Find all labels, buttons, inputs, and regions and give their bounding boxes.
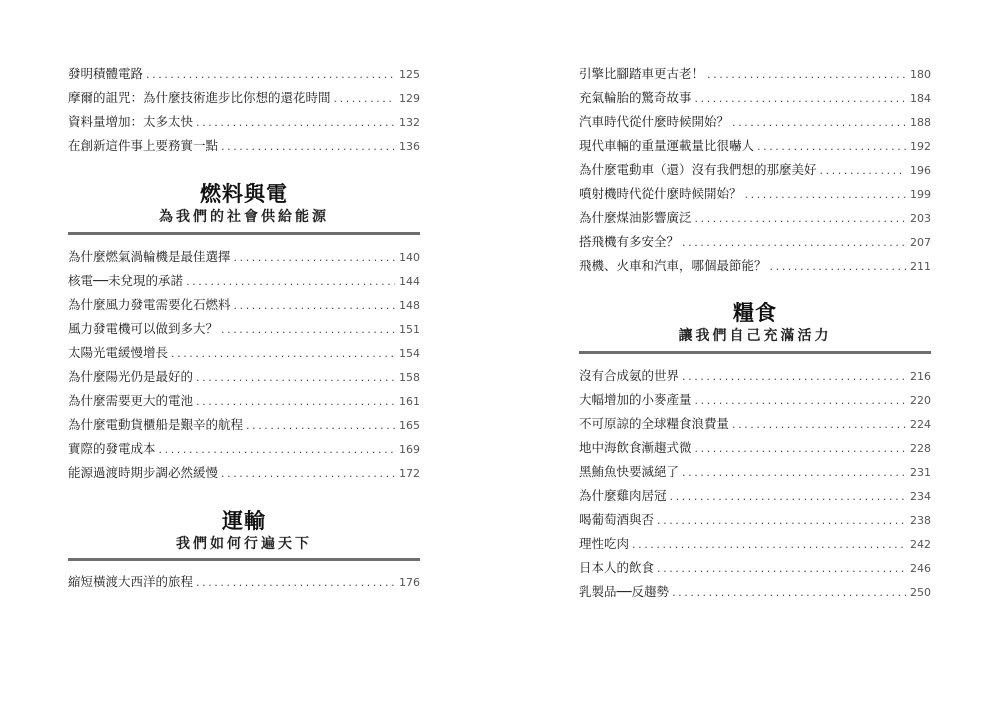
toc-entry[interactable] bbox=[579, 463, 931, 481]
section-divider bbox=[68, 558, 420, 561]
toc-entry[interactable] bbox=[68, 440, 420, 458]
toc-entry-page: 172 bbox=[399, 467, 420, 480]
toc-leader-dots bbox=[682, 464, 906, 481]
toc-entry[interactable] bbox=[68, 248, 420, 266]
toc-entry-page: 203 bbox=[910, 212, 931, 225]
toc-leader-dots bbox=[171, 345, 395, 362]
section-title-energy: 燃料與電 bbox=[200, 182, 288, 206]
toc-entry-title: 能源過渡時期步調必然緩慢 bbox=[68, 465, 219, 480]
toc-entry[interactable] bbox=[68, 573, 420, 591]
toc-entry[interactable] bbox=[68, 272, 420, 290]
toc-entry-title: 為什麼煤油影響廣泛 bbox=[579, 210, 692, 225]
section-subtitle-food: 讓我們自己充滿活力 bbox=[678, 328, 832, 344]
toc-entry-page: 242 bbox=[910, 538, 931, 551]
toc-leader-dots bbox=[196, 574, 395, 591]
toc-entry[interactable] bbox=[579, 257, 931, 275]
toc-entry-page: 165 bbox=[399, 419, 420, 432]
toc-entry-page: 199 bbox=[910, 188, 931, 201]
toc-leader-dots bbox=[695, 210, 906, 227]
toc-entry[interactable] bbox=[579, 367, 931, 385]
toc-entry[interactable] bbox=[579, 487, 931, 505]
toc-entry-title: 在創新這件事上要務實一點 bbox=[68, 138, 219, 153]
toc-leader-dots bbox=[757, 138, 906, 155]
toc-entry-page: 231 bbox=[910, 466, 931, 479]
toc-leader-dots bbox=[672, 584, 906, 601]
toc-entry-page: 136 bbox=[399, 140, 420, 153]
toc-leader-dots bbox=[159, 441, 395, 458]
toc-entry-title: 發明積體電路 bbox=[68, 66, 144, 81]
toc-entry-title: 地中海飲食漸趨式微 bbox=[579, 440, 692, 455]
section-title-transport: 運輸 bbox=[222, 509, 266, 533]
toc-entry-title: 摩爾的詛咒：為什麼技術進步比你想的還花時間 bbox=[68, 90, 331, 105]
toc-leader-dots bbox=[334, 90, 395, 107]
toc-entry[interactable] bbox=[68, 137, 420, 155]
toc-leader-dots bbox=[682, 368, 906, 385]
section-divider bbox=[68, 232, 420, 235]
toc-entry-page: 176 bbox=[399, 576, 420, 589]
toc-entry-page: 220 bbox=[910, 394, 931, 407]
toc-leader-dots bbox=[657, 560, 906, 577]
toc-entry-title: 乳製品──反趨勢 bbox=[579, 584, 670, 599]
toc-leader-dots bbox=[732, 114, 906, 131]
toc-leader-dots bbox=[234, 297, 395, 314]
toc-entry[interactable] bbox=[579, 209, 931, 227]
toc-entry[interactable] bbox=[579, 583, 931, 601]
toc-entry-title: 太陽光電緩慢增長 bbox=[68, 345, 169, 360]
toc-leader-dots bbox=[682, 234, 906, 251]
toc-entry-title: 現代車輛的重量運載量比很嚇人 bbox=[579, 138, 755, 153]
toc-entry-title: 不可原諒的全球糧食浪費量 bbox=[579, 416, 730, 431]
toc-entry-page: 234 bbox=[910, 490, 931, 503]
toc-entry-page: 154 bbox=[399, 347, 420, 360]
toc-leader-dots bbox=[632, 536, 906, 553]
toc-leader-dots bbox=[196, 369, 395, 386]
toc-entry-page: 158 bbox=[399, 371, 420, 384]
section-title-food: 糧食 bbox=[733, 301, 777, 325]
toc-entry-title: 日本人的飲食 bbox=[579, 560, 655, 575]
toc-entry-page: 148 bbox=[399, 299, 420, 312]
toc-entry[interactable] bbox=[579, 559, 931, 577]
toc-entry[interactable] bbox=[68, 65, 420, 83]
toc-leader-dots bbox=[196, 393, 395, 410]
section-divider bbox=[579, 351, 931, 354]
toc-entry[interactable] bbox=[68, 296, 420, 314]
toc-entry-title: 搭飛機有多安全？ bbox=[579, 234, 680, 249]
toc-entry-page: 180 bbox=[910, 68, 931, 81]
toc-entry-title: 充氣輪胎的驚奇故事 bbox=[579, 90, 692, 105]
toc-leader-dots bbox=[732, 416, 906, 433]
toc-entry-page: 129 bbox=[399, 92, 420, 105]
toc-entry-title: 為什麼電動貨櫃船是艱辛的航程 bbox=[68, 417, 244, 432]
toc-entry-title: 噴射機時代從什麼時候開始？ bbox=[579, 186, 742, 201]
toc-leader-dots bbox=[221, 321, 395, 338]
toc-entry[interactable] bbox=[68, 416, 420, 434]
toc-leader-dots bbox=[695, 392, 906, 409]
toc-entry-page: 188 bbox=[910, 116, 931, 129]
toc-entry-page: 246 bbox=[910, 562, 931, 575]
toc-entry-page: 196 bbox=[910, 164, 931, 177]
toc-entry-title: 為什麼雞肉居冠 bbox=[579, 488, 667, 503]
toc-entry-title: 資料量增加：太多太快 bbox=[68, 114, 194, 129]
toc-leader-dots bbox=[221, 465, 395, 482]
toc-leader-dots bbox=[246, 417, 395, 434]
toc-entry-title: 理性吃肉 bbox=[579, 536, 630, 551]
toc-entry-title: 為什麼燃氣渦輪機是最佳選擇 bbox=[68, 249, 231, 264]
toc-entry-page: 169 bbox=[399, 443, 420, 456]
toc-leader-dots bbox=[234, 249, 395, 266]
toc-entry[interactable] bbox=[579, 415, 931, 433]
toc-entry[interactable] bbox=[579, 185, 931, 203]
toc-entry-page: 224 bbox=[910, 418, 931, 431]
toc-entry[interactable] bbox=[68, 89, 420, 107]
toc-entry-title: 沒有合成氨的世界 bbox=[579, 368, 680, 383]
toc-entry-title: 為什麼風力發電需要化石燃料 bbox=[68, 297, 231, 312]
toc-entry-page: 184 bbox=[910, 92, 931, 105]
toc-entry-title: 大幅增加的小麥產量 bbox=[579, 392, 692, 407]
toc-entry-page: 192 bbox=[910, 140, 931, 153]
toc-entry-title: 飛機、火車和汽車，哪個最節能？ bbox=[579, 258, 767, 273]
toc-leader-dots bbox=[670, 488, 906, 505]
toc-entry[interactable] bbox=[68, 368, 420, 386]
toc-entry[interactable] bbox=[579, 439, 931, 457]
toc-entry[interactable] bbox=[579, 511, 931, 529]
toc-entry-page: 151 bbox=[399, 323, 420, 336]
toc-entry-title: 為什麼陽光仍是最好的 bbox=[68, 369, 194, 384]
toc-entry-page: 211 bbox=[910, 260, 931, 273]
toc-leader-dots bbox=[221, 138, 395, 155]
toc-entry-title: 實際的發電成本 bbox=[68, 441, 156, 456]
toc-entry-page: 228 bbox=[910, 442, 931, 455]
toc-entry-title: 黑鮪魚快要滅絕了 bbox=[579, 464, 680, 479]
toc-entry-title: 為什麼需要更大的電池 bbox=[68, 393, 194, 408]
toc-leader-dots bbox=[770, 258, 906, 275]
toc-leader-dots bbox=[657, 512, 906, 529]
toc-entry-page: 144 bbox=[399, 275, 420, 288]
toc-entry[interactable] bbox=[579, 113, 931, 131]
toc-entry-title: 喝葡萄酒與否 bbox=[579, 512, 655, 527]
toc-entry[interactable] bbox=[68, 344, 420, 362]
toc-entry-title: 核電──未兌現的承諾 bbox=[68, 273, 184, 288]
toc-entry[interactable] bbox=[579, 233, 931, 251]
toc-entry-title: 縮短橫渡大西洋的旅程 bbox=[68, 574, 194, 589]
toc-entry-page: 161 bbox=[399, 395, 420, 408]
toc-leader-dots bbox=[186, 273, 395, 290]
toc-entry[interactable] bbox=[68, 464, 420, 482]
toc-entry[interactable] bbox=[68, 320, 420, 338]
toc-entry-page: 207 bbox=[910, 236, 931, 249]
toc-entry-page: 132 bbox=[399, 116, 420, 129]
toc-leader-dots bbox=[745, 186, 906, 203]
toc-entry[interactable] bbox=[579, 535, 931, 553]
toc-entry-title: 風力發電機可以做到多大？ bbox=[68, 321, 219, 336]
toc-entry[interactable] bbox=[579, 65, 931, 83]
toc-entry-page: 140 bbox=[399, 251, 420, 264]
section-subtitle-energy: 為我們的社會供給能源 bbox=[159, 209, 329, 225]
toc-entry[interactable] bbox=[579, 89, 931, 107]
toc-leader-dots bbox=[707, 66, 906, 83]
toc-entry[interactable] bbox=[579, 137, 931, 155]
toc-leader-dots bbox=[196, 114, 395, 131]
toc-entry[interactable] bbox=[68, 113, 420, 131]
toc-entry[interactable] bbox=[579, 391, 931, 409]
toc-entry[interactable] bbox=[579, 161, 931, 179]
toc-leader-dots bbox=[695, 440, 906, 457]
toc-entry[interactable] bbox=[68, 392, 420, 410]
toc-entry-title: 汽車時代從什麼時候開始？ bbox=[579, 114, 730, 129]
toc-leader-dots bbox=[820, 162, 906, 179]
toc-entry-title: 為什麼電動車（還）沒有我們想的那麼美好 bbox=[579, 162, 817, 177]
toc-leader-dots bbox=[695, 90, 906, 107]
toc-entry-page: 216 bbox=[910, 370, 931, 383]
toc-leader-dots bbox=[146, 66, 395, 83]
toc-entry-page: 250 bbox=[910, 586, 931, 599]
toc-entry-title: 引擎比腳踏車更古老！ bbox=[579, 66, 705, 81]
section-subtitle-transport: 我們如何行遍天下 bbox=[176, 536, 312, 552]
toc-entry-page: 125 bbox=[399, 68, 420, 81]
toc-entry-page: 238 bbox=[910, 514, 931, 527]
